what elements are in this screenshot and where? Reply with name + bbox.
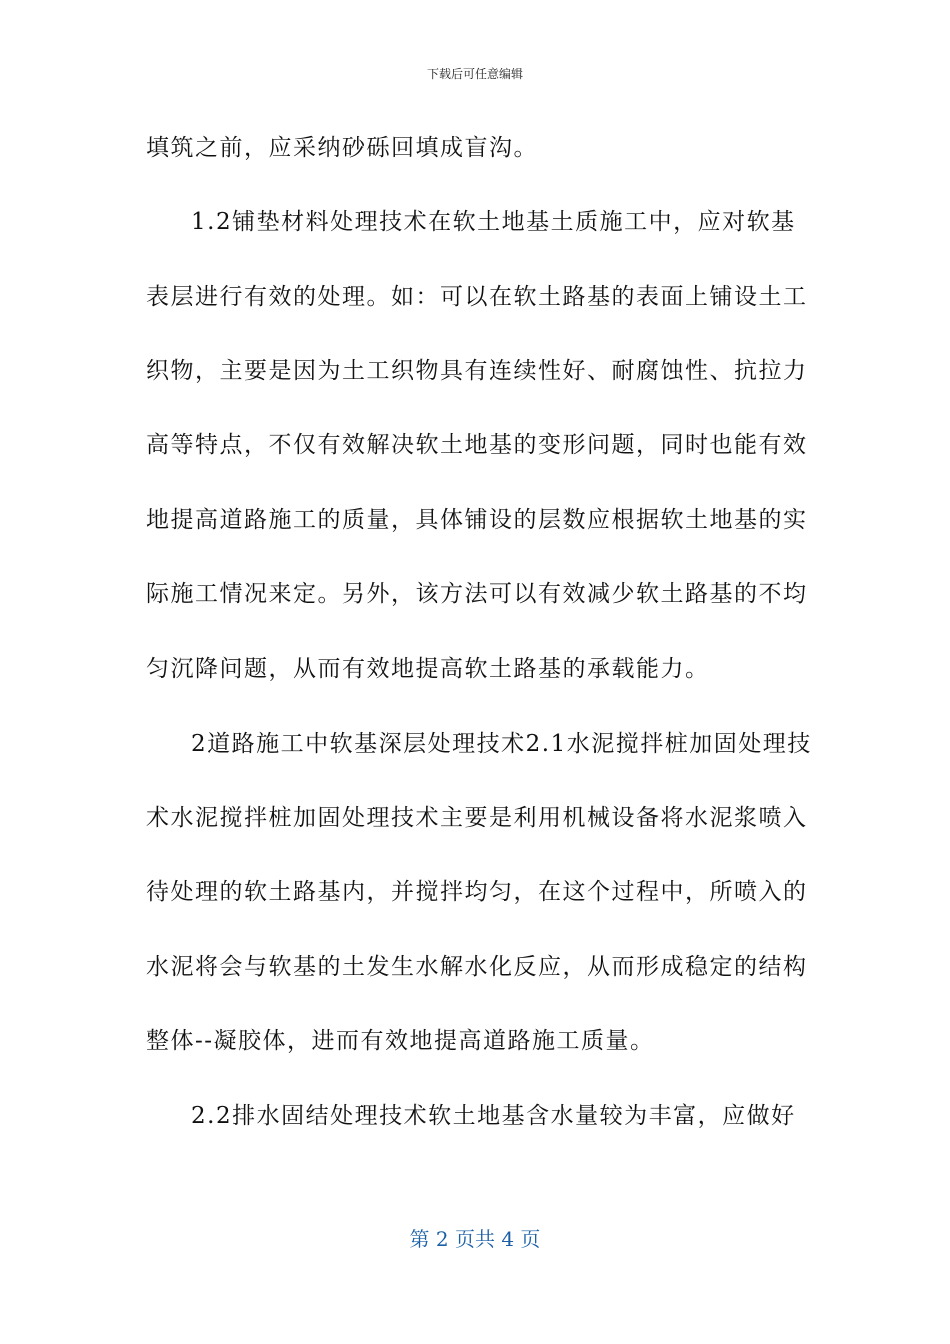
body-line-7: 际施工情况来定。另外，该方法可以有效减少软土路基的不均 [146,581,808,607]
body-line-3: 表层进行有效的处理。如：可以在软土路基的表面上铺设土工 [146,284,808,310]
body-line-11: 待处理的软土路基内，并搅拌均匀，在这个过程中，所喷入的 [146,879,808,905]
body-line-13: 整体--凝胶体，进而有效地提高道路施工质量。 [146,1028,655,1054]
body-line-6: 地提高道路施工的质量，具体铺设的层数应根据软土地基的实 [146,507,808,533]
body-line-4: 织物，主要是因为土工织物具有连续性好、耐腐蚀性、抗拉力 [146,358,808,384]
body-line-14: 2.2排水固结处理技术软土地基含水量较为丰富，应做好 [191,1103,796,1129]
body-line-1: 填筑之前，应采纳砂砾回填成盲沟。 [146,135,538,161]
body-line-10: 术水泥搅拌桩加固处理技术主要是利用机械设备将水泥浆喷入 [146,805,808,831]
body-line-12: 水泥将会与软基的土发生水解水化反应，从而形成稳定的结构 [146,954,808,980]
page-header: 下载后可任意编辑 [426,67,523,81]
body-line-5: 高等特点，不仅有效解决软土地基的变形问题，同时也能有效 [146,432,808,458]
body-line-2: 1.2铺垫材料处理技术在软土地基土质施工中，应对软基 [191,209,796,235]
page-footer: 第 2 页共 4 页 [409,1227,541,1251]
body-line-8: 匀沉降问题，从而有效地提高软土路基的承载能力。 [146,656,710,682]
body-line-9: 2道路施工中软基深层处理技术2.1水泥搅拌桩加固处理技 [191,731,812,757]
